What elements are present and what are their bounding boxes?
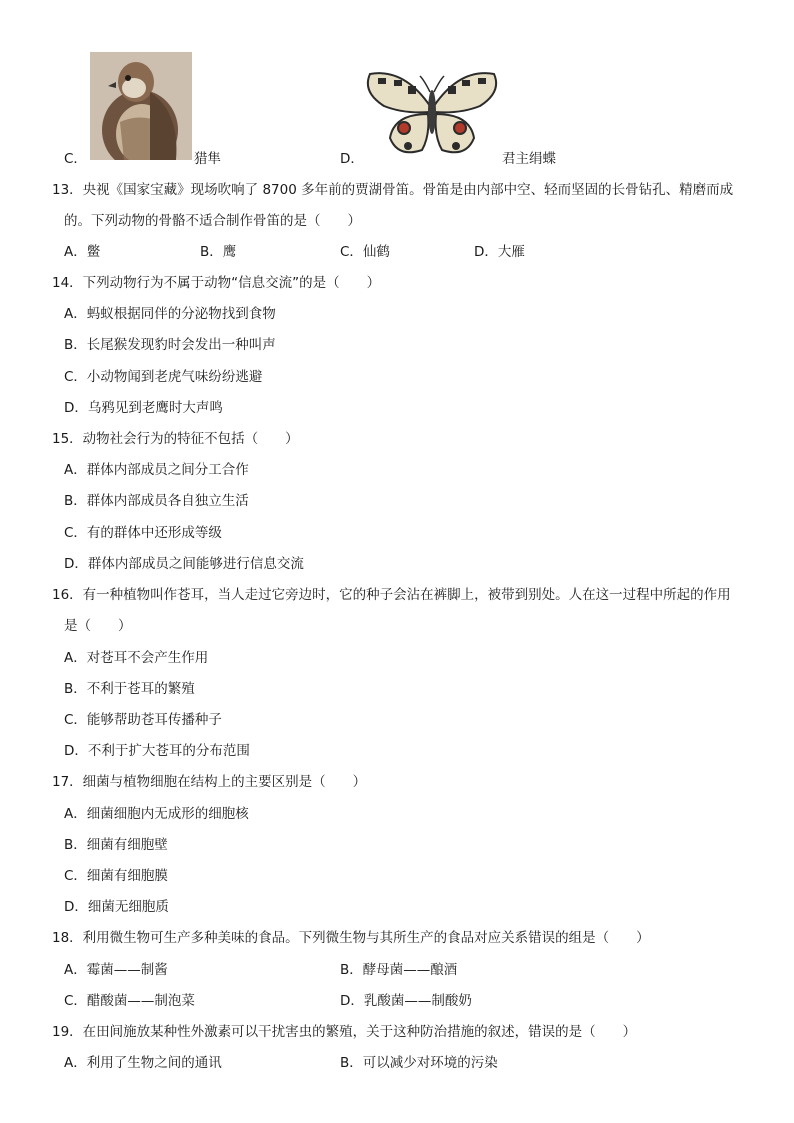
q13-option-d[interactable]: D．大雁 [474, 244, 525, 260]
q14-option-c[interactable]: C．小动物闻到老虎气味纷纷逃避 [64, 369, 263, 385]
q16-option-b[interactable]: B．不利于苍耳的繁殖 [64, 681, 195, 697]
q14-option-b[interactable]: B．长尾猴发现豹时会发出一种叫声 [64, 337, 276, 353]
q16-option-a[interactable]: A．对苍耳不会产生作用 [64, 650, 209, 666]
q13-option-c[interactable]: C．仙鹤 [340, 244, 390, 260]
q18-stem: 18．利用微生物可生产多种美味的食品。下列微生物与其所生产的食品对应关系错误的组是（ ） [52, 930, 650, 946]
q16-stem-line1: 16．有一种植物叫作苍耳，当人走过它旁边时，它的种子会沾在裤脚上，被带到别处。人在这一过程中所起的作用 [52, 587, 731, 603]
butterfly-image [364, 66, 500, 160]
q19-option-a[interactable]: A．利用了生物之间的通讯 [64, 1055, 222, 1071]
q15-option-c[interactable]: C．有的群体中还形成等级 [64, 525, 222, 541]
q15-option-d[interactable]: D．群体内部成员之间能够进行信息交流 [64, 556, 304, 572]
q15-stem: 15．动物社会行为的特征不包括（ ） [52, 431, 299, 447]
q17-stem: 17．细菌与植物细胞在结构上的主要区别是（ ） [52, 774, 367, 790]
q18-option-a[interactable]: A．霉菌——制酱 [64, 962, 168, 978]
q12-option-d-label[interactable]: D． [340, 151, 364, 167]
q14-stem: 14．下列动物行为不属于动物“信息交流”的是（ ） [52, 275, 381, 291]
q16-stem-line2: 是（ ） [64, 618, 132, 634]
q17-option-d[interactable]: D．细菌无细胞质 [64, 899, 169, 915]
q18-option-c[interactable]: C．醋酸菌——制泡菜 [64, 993, 195, 1009]
q14-option-d[interactable]: D．乌鸦见到老鹰时大声鸣 [64, 400, 223, 416]
q13-option-a[interactable]: A．鳖 [64, 244, 101, 260]
q18-option-b[interactable]: B．酵母菌——酿酒 [340, 962, 458, 978]
q15-option-a[interactable]: A．群体内部成员之间分工合作 [64, 462, 249, 478]
q18-option-d[interactable]: D．乳酸菌——制酸奶 [340, 993, 472, 1009]
q19-option-b[interactable]: B．可以减少对环境的污染 [340, 1055, 498, 1071]
q13-stem-line2: 的。下列动物的骨骼不适合制作骨笛的是（ ） [64, 213, 361, 229]
q16-option-d[interactable]: D．不利于扩大苍耳的分布范围 [64, 743, 250, 759]
q12-option-c-label[interactable]: C． [64, 151, 87, 167]
q12-option-c-text: 猎隼 [194, 151, 221, 167]
q15-option-b[interactable]: B．群体内部成员各自独立生活 [64, 493, 249, 509]
q17-option-b[interactable]: B．细菌有细胞壁 [64, 837, 168, 853]
q14-option-a[interactable]: A．蚂蚁根据同伴的分泌物找到食物 [64, 306, 276, 322]
q19-stem: 19．在田间施放某种性外激素可以干扰害虫的繁殖，关于这种防治措施的叙述，错误的是（ ） [52, 1024, 637, 1040]
q13-stem-line1: 13．央视《国家宝藏》现场吹响了 8700 多年前的贾湖骨笛。骨笛是由内部中空、轻而坚固的长骨钻孔、精磨而成 [52, 182, 734, 198]
q12-option-d-text: 君主绢蝶 [502, 151, 556, 167]
q13-option-b[interactable]: B．鹰 [200, 244, 237, 260]
falcon-image [90, 52, 192, 160]
q16-option-c[interactable]: C．能够帮助苍耳传播种子 [64, 712, 222, 728]
q17-option-a[interactable]: A．细菌细胞内无成形的细胞核 [64, 806, 249, 822]
q17-option-c[interactable]: C．细菌有细胞膜 [64, 868, 168, 884]
